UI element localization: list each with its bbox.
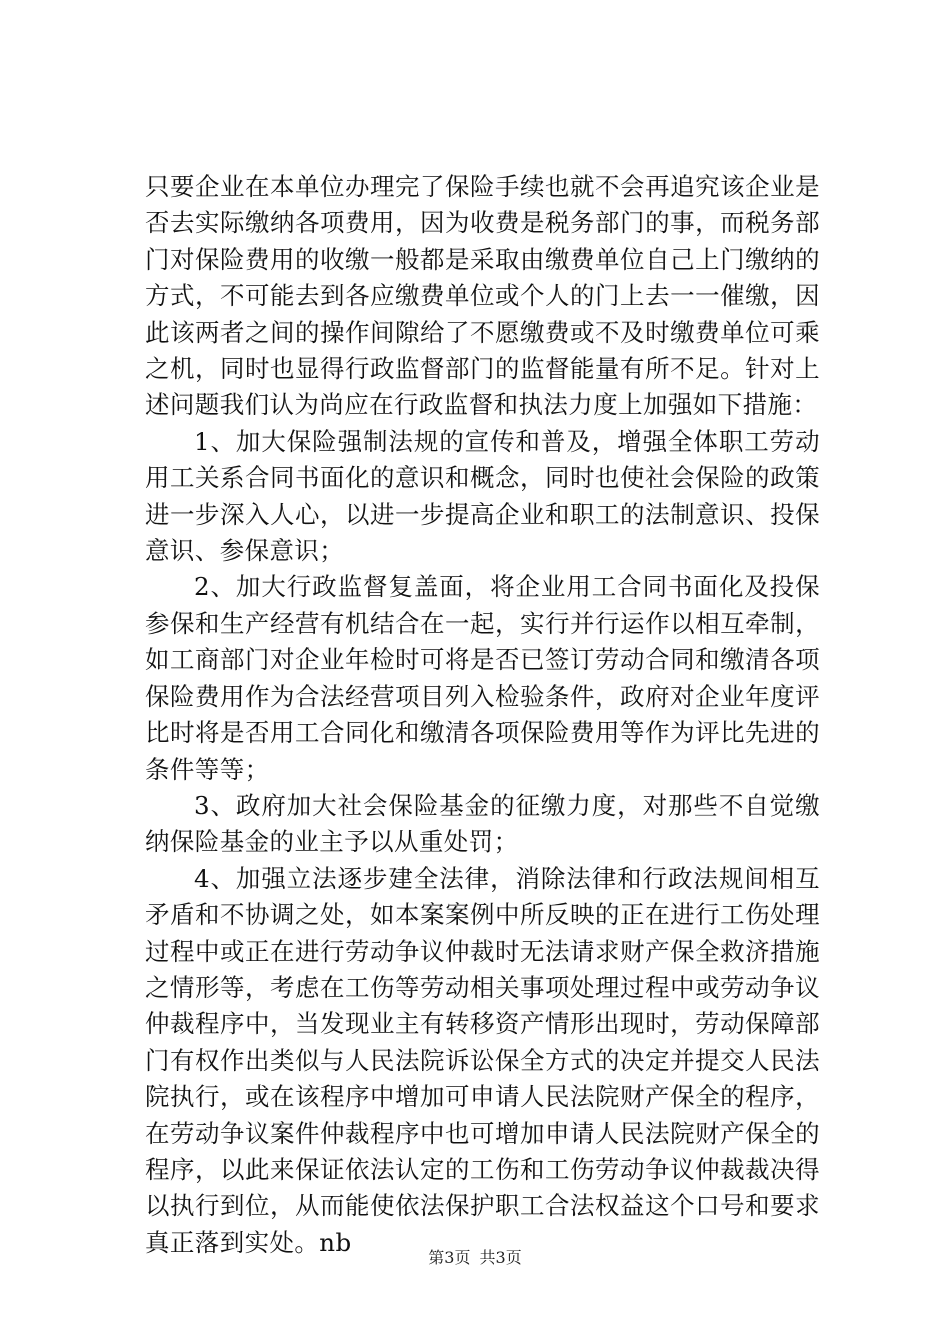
page-total: 共3页	[479, 1248, 522, 1267]
paragraph-intro: 只要企业在本单位办理完了保险手续也就不会再追究该企业是否去实际缴纳各项费用，因为收费是税务部门的事，而税务部门对保险费用的收缴一般都是采取由缴费单位自己上门缴纳的方式，不可能去到各应缴费单位或个人的门上去一一催缴，因此该两者之间的操作间隙给了不愿缴费或不及时缴费单位可乘之机，同时也显得行政监督部门的监督能量有所不足。针对上述问题我们认为尚应在行政监督和执法力度上加强如下措施：	[145, 172, 820, 420]
paragraph-measure-3: 3、政府加大社会保险基金的征缴力度，对那些不自觉缴纳保险基金的业主予以从重处罚；	[145, 790, 820, 857]
paragraph-measure-2: 2、加大行政监督复盖面，将企业用工合同书面化及投保参保和生产经营有机结合在一起，实行并行运作以相互牵制，如工商部门对企业年检时可将是否已签订劳动合同和缴清各项保险费用作为合法经营项目列入检验条件，政府对企业年度评比时将是否用工合同化和缴清各项保险费用等作为评比先进的条件等等；	[145, 572, 820, 784]
page-footer	[0, 1245, 950, 1268]
document-body	[145, 169, 820, 1261]
page-number: 第3页	[428, 1248, 471, 1267]
paragraph-measure-1: 1、加大保险强制法规的宣传和普及，增强全体职工劳动用工关系合同书面化的意识和概念，同时也使社会保险的政策进一步深入人心，以进一步提高企业和职工的法制意识、投保意识、参保意识；	[145, 426, 820, 566]
paragraph-measure-4: 4、加强立法逐步建全法律，消除法律和行政法规间相互矛盾和不协调之处，如本案案例中所反映的正在进行工伤处理过程中或正在进行劳动争议仲裁时无法请求财产保全救济措施之情形等，考虑在工伤等劳动相关事项处理过程中或劳动争议仲裁程序中，当发现业主有转移资产情形出现时，劳动保障部门有权作出类似与人民法院诉讼保全方式的决定并提交人民法院执行，或在该程序中增加可申请人民法院财产保全的程序，在劳动争议案件仲裁程序中也可增加申请人民法院财产保全的程序，以此来保证依法认定的工伤和工伤劳动争议仲裁裁决得以执行到位，从而能使依法保护职工合法权益这个口号和要求真正落到实处。nb	[145, 863, 820, 1257]
